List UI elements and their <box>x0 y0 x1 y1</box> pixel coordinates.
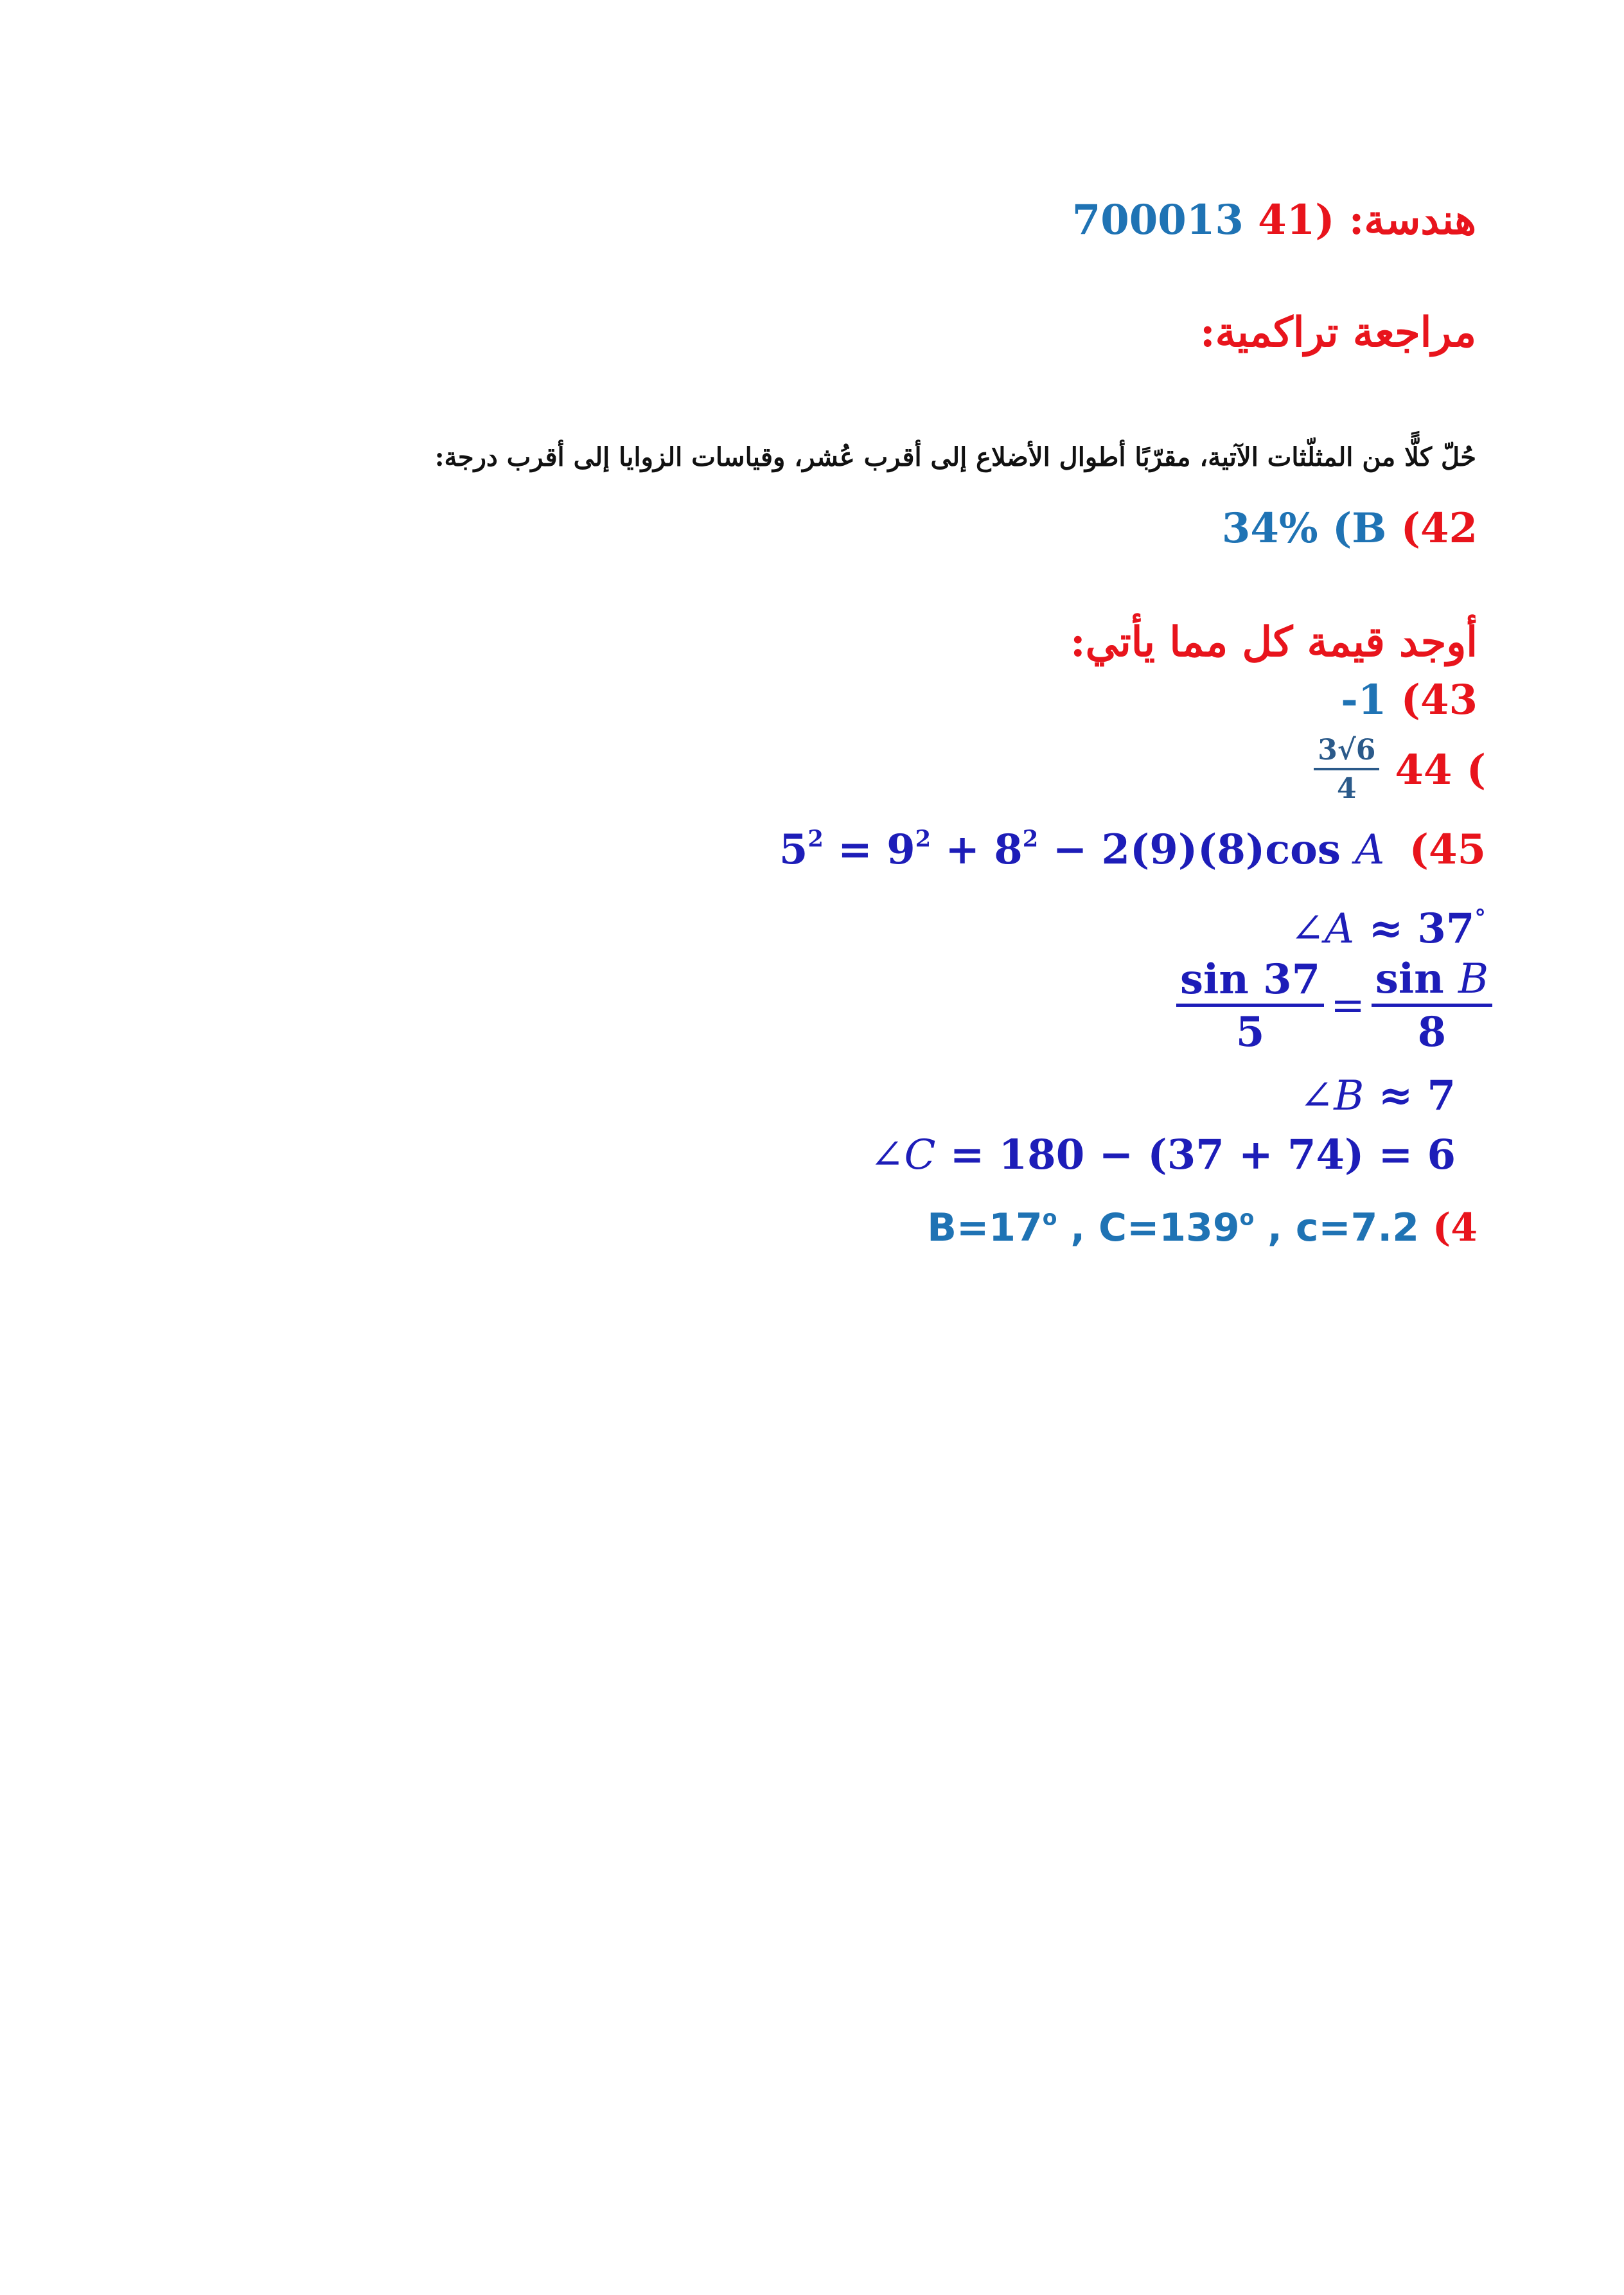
q46-number: (4 <box>1432 1205 1478 1250</box>
q45-equation-1: $5^2 = 9^2 + 8^2 - 2(9)(8)\cos$ A (45 <box>779 826 1486 874</box>
find-heading: أوجد قيمة كل مما يأتي: <box>1070 618 1478 666</box>
q44-line <box>1314 736 1486 804</box>
sine-left-denominator: 5 <box>1235 1007 1265 1056</box>
q44-number: 44 ( <box>1395 745 1486 794</box>
q45-angle-c <box>870 1131 1456 1179</box>
q46-side: , c=7.2 <box>1267 1205 1419 1250</box>
angle-c-label: ∠C <box>869 1131 936 1179</box>
angle-a-degree: ° <box>1474 905 1486 932</box>
q43-number: (43 <box>1400 676 1478 724</box>
q44-fraction <box>1314 736 1379 804</box>
q41-number: (41 <box>1258 196 1335 244</box>
q46-b: $B=17^o$ <box>927 1205 1057 1250</box>
q42-answer: 34% (B <box>1221 504 1387 553</box>
q46-c-angle: , $C=139^o$ <box>1070 1205 1255 1250</box>
q44-frac-numerator: 3√6 <box>1314 736 1379 770</box>
sine-left-numerator: sin 37 <box>1176 958 1324 1007</box>
q42-number: (42 <box>1400 504 1478 553</box>
q45-sine-law: $\frac{\sin 37}{5}$ = $\frac{\text{sin B}}{8}$ <box>1176 957 1492 1054</box>
q45-tail: − 2(9)(8)cos <box>1052 826 1341 874</box>
q45-number: (45 <box>1409 826 1486 874</box>
q46-line <box>927 1205 1478 1250</box>
q44-frac-denominator: 4 <box>1336 772 1357 806</box>
q45-lhs: $5^2$ <box>779 826 824 874</box>
angle-b-value: ≈ 7 <box>1378 1072 1456 1120</box>
q45-term-c: $8^2$ <box>994 826 1039 874</box>
sine-right-numerator: sin B <box>1372 957 1492 1007</box>
q42-line <box>1222 504 1478 553</box>
sine-right-fraction <box>1372 955 1492 1057</box>
q45-angle-b <box>1300 1072 1456 1120</box>
angle-a-label: ∠A <box>1290 905 1355 953</box>
q45-var-a: A <box>1355 826 1385 874</box>
q45-term-b: $9^2$ <box>887 826 931 874</box>
review-heading: مراجعة تراكمية: <box>1199 308 1476 357</box>
angle-b-label: ∠B <box>1299 1072 1364 1120</box>
sine-left-fraction <box>1176 955 1324 1056</box>
instruction-text: حُلّ كلًّا من المثلّثات الآتية، مقرّبًا أطوال الأضلاع إلى أقرب عُشر، وقياسات الزوايا إلى أقرب درجة: <box>434 442 1476 472</box>
angle-a-value: ≈ 37 <box>1368 905 1475 953</box>
q41-value: 700013 <box>1072 196 1244 244</box>
sine-right-denominator: 8 <box>1417 1008 1447 1057</box>
q45-angle-a <box>1290 905 1486 953</box>
q43-line <box>1341 676 1478 724</box>
q41-line <box>1072 196 1476 244</box>
q43-answer: -1 <box>1341 676 1387 724</box>
q41-label: هندسة: <box>1348 196 1476 244</box>
angle-c-expression: = 180 − (37 + 74) = 6 <box>949 1131 1456 1179</box>
